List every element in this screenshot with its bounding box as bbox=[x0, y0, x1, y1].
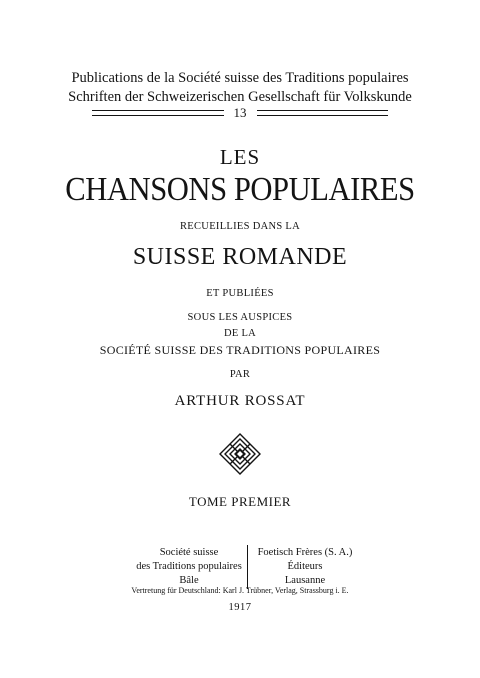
volume-label: TOME PREMIER bbox=[188, 494, 292, 509]
imprint-left bbox=[133, 546, 245, 588]
main-title: CHANSONS POPULAIRES bbox=[65, 171, 415, 208]
double-rule-right bbox=[257, 110, 389, 116]
author-name: ARTHUR ROSSAT bbox=[174, 393, 306, 409]
subtitle-de-la: DE LA bbox=[223, 328, 257, 339]
imprint-right-line: Foetisch Frères (S. A.) bbox=[257, 547, 353, 558]
imprint-left-line: Bâle bbox=[179, 575, 199, 586]
imprint-right bbox=[250, 546, 360, 588]
series-line-german: Schriften der Schweizerischen Gesellschaft für Volkskunde bbox=[68, 89, 412, 105]
imprint-divider bbox=[247, 545, 248, 589]
subtitle-publiees: ET PUBLIÉES bbox=[206, 288, 274, 299]
title-article: LES bbox=[219, 145, 261, 169]
imprint-left-line: des Traditions populaires bbox=[136, 561, 242, 572]
series-number: 13 bbox=[233, 105, 247, 120]
series-number-row bbox=[92, 104, 388, 122]
society-name: SOCIÉTÉ SUISSE DES TRADITIONS POPULAIRES bbox=[99, 343, 381, 357]
subtitle-region: SUISSE ROMANDE bbox=[132, 244, 348, 270]
imprint-right-line: Lausanne bbox=[284, 575, 326, 586]
publication-year: 1917 bbox=[228, 602, 252, 613]
interlaced-diamond-ornament-icon bbox=[218, 432, 262, 476]
double-rule-left bbox=[92, 110, 224, 116]
series-line-french: Publications de la Société suisse des Traditions populaires bbox=[71, 70, 409, 86]
imprint-left-line: Société suisse bbox=[159, 547, 219, 558]
representation-note: Vertretung für Deutschland: Karl J. Trübner, Verlag, Strassburg i. E. bbox=[131, 586, 349, 595]
by-label: PAR bbox=[229, 369, 251, 380]
imprint-right-line: Éditeurs bbox=[287, 561, 323, 572]
subtitle-recueillies: RECUEILLIES DANS LA bbox=[179, 221, 301, 232]
subtitle-auspices: SOUS LES AUSPICES bbox=[187, 312, 293, 323]
